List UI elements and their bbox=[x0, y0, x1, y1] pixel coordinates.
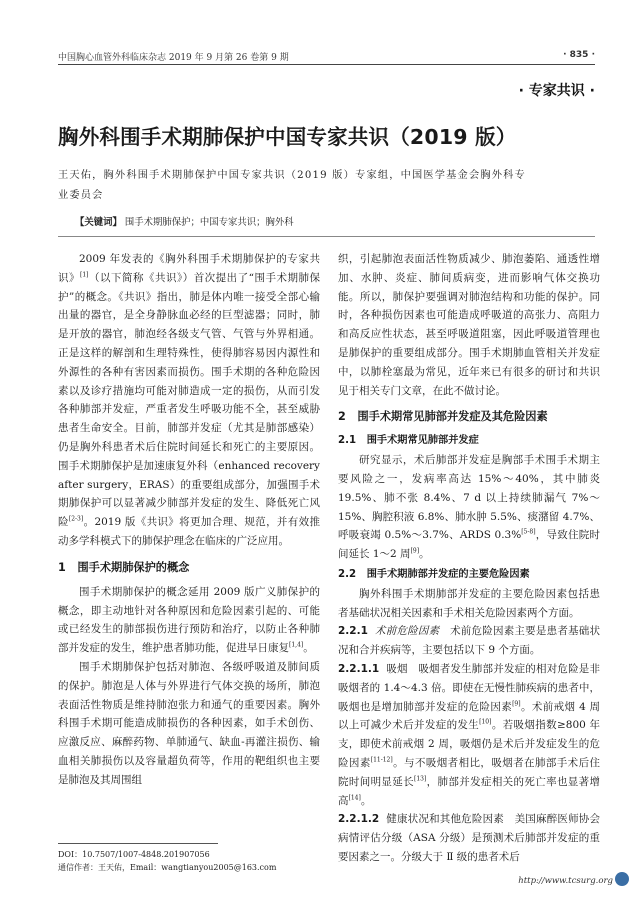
section-label: · 专家共识 · bbox=[518, 83, 595, 99]
subsubsection-heading: 健康状况和其他危险因素 bbox=[386, 813, 504, 826]
author-list: 王天佑，胸外科围手术期肺保护中国专家共识（2019 版）专家组，中国医学基金会胸外科专业委员会 bbox=[58, 170, 526, 201]
running-header bbox=[58, 44, 595, 64]
body-paragraph: 2.2.1 术前危险因素 术前危险因素主要是患者基础状况和合并疾病等，主要包括以下 9 个方面。 bbox=[338, 625, 600, 657]
page-number: · 835 · bbox=[563, 50, 595, 60]
header-divider bbox=[58, 64, 595, 65]
subsubsection-heading: 术前危险因素 bbox=[375, 625, 440, 638]
keywords-divider bbox=[58, 236, 595, 237]
footnote-divider bbox=[58, 843, 218, 844]
body-paragraph: 胸外科围手术期肺部并发症的主要危险因素包括患者基础状况相关因素和手术相关危险因素两个方面。 bbox=[338, 587, 600, 619]
citation-ref[interactable]: [9] bbox=[512, 700, 521, 708]
citation-ref[interactable]: [11-12] bbox=[370, 756, 393, 764]
body-paragraph: 织，引起肺泡表面活性物质减少、肺泡萎陷、通透性增加、水肿、炎症、肺间质病变，进而影响气体交换功能。所以，肺保护要强调对肺泡结构和功能的保护。同时，各种损伤因素也可能造成呼吸道的高张力、高阻力和高反应性状态，甚至呼吸道阻塞，因此呼吸道管理也是肺保护的重要组成部分。围手术期肺血管相关并发症中，以肺栓塞最为常见，近年来已有很多的研讨和共识见于相关专门文章，在此不做讨论。 bbox=[338, 253, 600, 397]
keywords-label: 【关键词】 bbox=[75, 217, 122, 228]
journal-citation: 中国胸心血管外科临床杂志 2019 年 9 月第 26 卷第 9 期 bbox=[58, 53, 289, 63]
keywords bbox=[75, 214, 294, 228]
section-heading-1: 1 围手术期肺保护的概念 bbox=[58, 560, 190, 574]
corresponding-author: 通信作者：王天佑，Email：wangtianyou2005@163.com bbox=[58, 863, 277, 872]
journal-website-link[interactable]: http://www.tcsurg.org bbox=[518, 876, 613, 886]
citation-ref[interactable]: [14] bbox=[348, 794, 361, 802]
body-paragraph: 研究显示，术后肺部并发症是胸部手术围手术期主要风险之一，发病率高达 15%～40%，其中肺炎 19.5%、肺不张 8.4%、7 d 以上持续肺漏气 7%～15%、胸腔积液 6.8%、肺水肿 5.5%、痰潴留 4.7%、呼吸衰竭 0.5%～3.7%、ARDS 0.3%[5-8]，导致住院时间延长 1～2 周[9]。 bbox=[338, 454, 601, 561]
subsection-heading-2-2: 2.2 围手术期肺部并发症的主要危险因素 bbox=[338, 568, 530, 580]
body-paragraph: 围手术期肺保护包括对肺泡、各级呼吸道及肺间质的保护。肺泡是人体与外界进行气体交换的场所，肺泡表面活性物质是维持肺泡张力和通气的重要因素。胸外科围手术期可能造成肺损伤的各种因素，如手术创伤、应激反应、麻醉药物、单肺通气、缺血-再灌注损伤、输血相关肺损伤以及容量超负荷等，作用的靶组织也主要是肺泡及其周围组 bbox=[58, 660, 320, 786]
subsection-heading-2-1: 2.1 围手术期常见肺部并发症 bbox=[338, 435, 479, 447]
article-title: 胸外科围手术期肺保护中国专家共识（2019 版） bbox=[58, 125, 517, 149]
citation-ref[interactable]: [13] bbox=[414, 775, 427, 783]
left-column bbox=[58, 250, 320, 790]
subsubsection-heading: 吸烟 bbox=[386, 662, 408, 675]
body-paragraph: 围手术期肺保护的概念延用 2009 版广义肺保护的概念，即主动地针对各种原因和危险因素引起的、可能或已经发生的肺部损伤进行预防和治疗，以防止各种肺部并发症的发生，维护患者肺功能，促进早日康复[1,4]。 bbox=[58, 585, 320, 655]
footnote bbox=[58, 848, 276, 874]
journal-logo-icon bbox=[615, 872, 629, 886]
citation-ref[interactable]: [5-8] bbox=[521, 528, 536, 536]
citation-ref[interactable]: [9] bbox=[410, 547, 420, 555]
citation-ref[interactable]: [10] bbox=[479, 718, 492, 726]
section-heading-2: 2 围手术期常见肺部并发症及其危险因素 bbox=[338, 410, 548, 424]
keywords-text: 围手术期肺保护；中国专家共识；胸外科 bbox=[124, 217, 294, 228]
doi-link[interactable]: DOI：10.7507/1007-4848.201907056 bbox=[58, 850, 210, 859]
intro-paragraph: 2009 年发表的《胸外科围手术期肺保护的专家共识》[1]（以下简称《共识》）首次提出了“围手术期肺保护”的概念。《共识》指出，肺是体内唯一接受全部心输出量的器官，是全身静脉血必经的巨型滤器；同时，肺是开放的器官，肺泡经各级支气管、气管与外界相通。正是这样的解剖和生理特殊性，使得肺容易因内源性和外源性的各种有害因素而损伤。围手术期的各种危险因素以及诊疗措施均可能对肺造成一定的损伤，从而引发各种肺部并发症，严重者发生呼吸功能不全，甚至威胁患者生命安全。目前，肺部并发症（尤其是肺部感染）仍是胸外科患者术后住院时间延长和死亡的主要原因。围手术期肺保护是加速康复外科（enhanced recovery after surgery，ERAS）的重要组成部分，加强围手术期肺保护可以显著减少肺部并发症的发生、降低死亡风险[2-3]。2019 版《共识》将更加合理、规范，并有效推动多学科模式下的肺保护理念在临床的广泛应用。 bbox=[58, 253, 321, 547]
body-paragraph: 2.2.1.1 吸烟 吸烟者发生肺部并发症的相对危险是非吸烟者的 1.4～4.3 倍。即使在无慢性肺疾病的患者中，吸烟也是增加肺部并发症的危险因素[9]。术前戒烟 4 周以上可减少术后并发症的发生[10]。若吸烟指数≥800 年支，即使术前戒烟 2 周，吸烟仍是术后并发症发生的危险因素[11-12]。与不吸烟者相比，吸烟者在肺部手术后住院时间明显延长[13]，肺部并发症相关的死亡率也显著增高[14]。 bbox=[338, 662, 601, 807]
citation-ref[interactable]: [2-3] bbox=[68, 515, 84, 523]
citation-ref[interactable]: [1] bbox=[80, 271, 89, 279]
body-paragraph: 2.2.1.2 健康状况和其他危险因素 美国麻醉医师协会病情评估分级（ASA 分级）是预测术后肺部并发症的重要因素之一。分级大于 Ⅱ 级的患者术后 bbox=[338, 813, 601, 863]
citation-ref[interactable]: [1,4] bbox=[289, 641, 304, 649]
right-column bbox=[338, 250, 600, 867]
